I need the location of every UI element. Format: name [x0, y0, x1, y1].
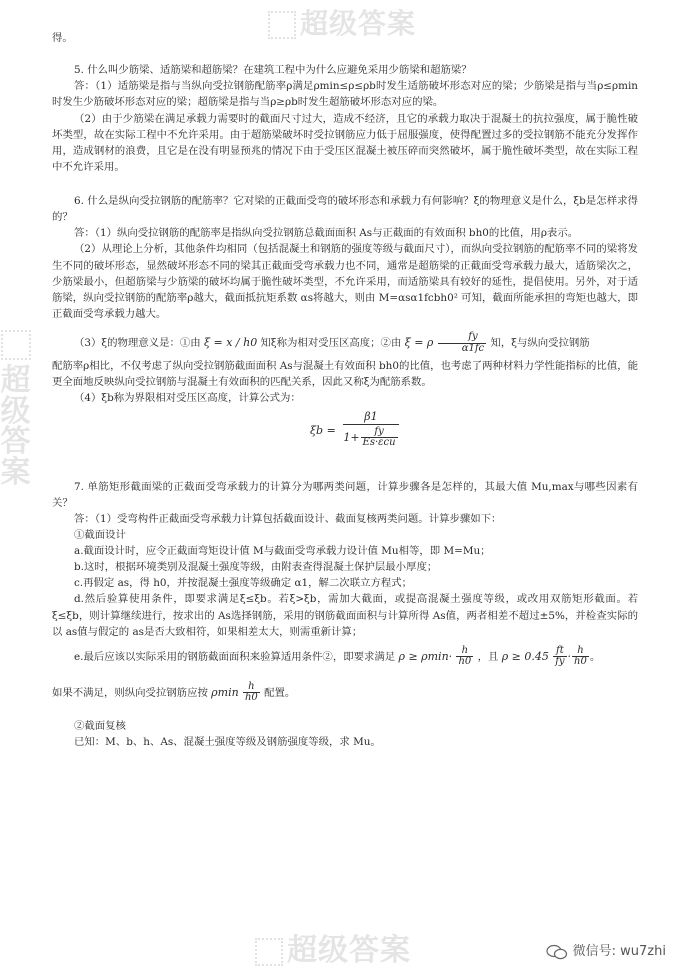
formula-xib: ξb = β1 1+ $\frac{fy}{\text{Es·εcu}}$	[310, 410, 399, 450]
text-fragment: 知，ξ与纵向受拉钢筋	[490, 337, 590, 349]
step-d: d.然后验算使用条件，即要求满足ξ≤ξb。若ξ>ξb，需加大截面，或提高混凝土强度等级，或改用双筋矩形截面。若ξ≤ξb，则计算继续进行，按求出的 As选择钢筋，采用的钢筋截面面积与计算所得 As值，两者相差不超过±5%，并检查实际的以 as值与假定的 as是否大致相符，如果相差太大，则需重新计算；	[52, 593, 638, 638]
text-fragment: 如果不满足，则纵向受拉钢筋应按	[52, 686, 208, 699]
text-fragment: 配置。	[264, 686, 296, 699]
text-line: 得。	[52, 32, 73, 44]
answer-6-part3-cont: 配筋率ρ相比，不仅考虑了纵向受拉钢筋截面面积 As与混凝土有效面积 bh0的比值，也考虑了两种材料力学性能指标的比值，能更全面地反映纵向受拉钢筋与混凝土有效面积的匹配关系，因此又称ξ为配筋系数。	[52, 360, 638, 389]
watermark-logo-icon	[255, 938, 283, 966]
formula-rho-min-2: ρmin	[211, 685, 239, 699]
watermark-left	[0, 330, 40, 488]
answer-6-part3	[52, 332, 638, 354]
watermark-bottom	[255, 928, 411, 975]
formula-rho-min: ρ ≥ ρmin·	[398, 649, 453, 663]
step-b: b.这时，根据环境类别及混凝土强度等级，由附表查得混凝土保护层最小厚度；	[74, 561, 438, 574]
step-e: e.最后应该以实际采用的钢筋截面面积来验算适用条件②，即要求满足 ρ ≥ ρmin· $\frac{h}{h0}$ ，且 ρ ≥ 0.45 $\frac{ft}{fy}$ · $\frac{h}{h0}$ 。	[74, 644, 601, 668]
wechat-icon	[546, 944, 568, 960]
watermark-text: 超级答案	[300, 7, 417, 40]
section-check: ②截面复核	[74, 719, 126, 732]
watermark-vertical-text: 超级答案	[0, 363, 32, 490]
answer-6-part4: （4）ξb称为界限相对受压区高度，计算公式为：	[74, 392, 301, 405]
text-fragment: 知ξ称为相对受压区高度；②由	[260, 337, 402, 349]
answer-5-part1: 答：（1）适筋梁是指与当纵向受拉钢筋配筋率ρ满足ρmin≤ρ≤ρb时发生适筋破坏形态对应的梁；少筋梁是指与当ρ≤ρmin时发生少筋破坏形态对应的梁；超筋梁是指与当ρ≥ρb时发生超筋破坏形态对应的梁。	[52, 80, 638, 109]
document-body	[52, 30, 638, 750]
answer-6-part2: （2）从理论上分析，其他条件均相同（包括混凝土和钢筋的强度等级与截面尺寸），而纵向受拉钢筋的配筋率不同的梁将发生不同的破坏形态，显然破坏形态不同的梁其正截面受弯承载力也不同，通常是超筋梁的正截面受弯承载力最大，适筋梁次之，少筋梁最小，但超筋梁与少筋梁的破坏均属于脆性破坏类型，不允许采用，而适筋梁具有较好的延性，提倡使用。另外，对于适筋梁，纵向受拉钢筋的配筋率ρ越大，截面抵抗矩系数 αs将越大，则由 M=αsα1fcbh0² 可知，截面所能承担的弯矩也越大，即正截面受弯承载力越大。	[52, 243, 638, 320]
watermark-logo-icon	[1, 330, 31, 360]
formula-rho-045: ρ ≥ 0.45	[501, 649, 549, 663]
section-design: ①截面设计	[74, 528, 126, 541]
text-fragment: ，且	[477, 650, 499, 663]
text-fragment: （3）ξ的物理意义是：①由	[74, 337, 201, 349]
wechat-id: 微信号: wu7zhi	[572, 944, 666, 959]
check-known: 已知：M、b、h、As、混凝土强度等级及钢筋强度等级，求 Mu。	[74, 735, 381, 748]
watermark-text: 超级答案	[287, 933, 411, 968]
formula-fraction: $\frac{fy}{\alpha 1fc}$	[438, 332, 486, 354]
step-f: 如果不满足，则纵向受拉钢筋应按 ρmin $\frac{h}{h0}$ 配置。	[52, 680, 296, 704]
step-a: a.截面设计时，应令正截面弯矩设计值 M与截面受弯承载力设计值 Mu相等，即 M=Mu；	[74, 545, 491, 558]
step-c: c.再假定 as，得 h0，并按混凝土强度等级确定 α1，解二次联立方程式；	[74, 577, 413, 590]
text-fragment: e.最后应该以实际采用的钢筋截面面积来验算适用条件②，即要求满足	[74, 650, 396, 663]
answer-7-intro: 答：（1）受弯构件正截面受弯承载力计算包括截面设计、截面复核两类问题。计算步骤如下：	[74, 512, 502, 525]
wechat-footer	[546, 942, 666, 962]
answer-5-part2: （2）由于少筋梁在满足承载力需要时的截面尺寸过大，造成不经济，且它的承载力取决于混凝土的抗拉强度，属于脆性破坏类型，故在实际工程中不允许采用。由于超筋梁破坏时受拉钢筋应力低于屈服强度，使得配置过多的受拉钢筋不能充分发挥作用，造成钢材的浪费，且它是在没有明显预兆的情况下由于受压区混凝土被压碎而突然破坏，属于脆性破坏类型，故在实际工程中不允许采用。	[52, 112, 638, 173]
formula-xi-rho: ξ = ρ	[404, 336, 434, 349]
formula-xi: ξ = x / h0	[203, 336, 258, 349]
question-6: 6. 什么是纵向受拉钢筋的配筋率？它对梁的正截面受弯的破坏形态和承载力有何影响？ξ的物理意义是什么，ξb是怎样求得的？	[52, 195, 638, 224]
answer-6-part1: 答：（1）纵向受拉钢筋的配筋率是指纵向受拉钢筋总截面面积 As与正截面的有效面积 bh0的比值，用ρ表示。	[74, 227, 579, 240]
question-7: 7. 单筋矩形截面梁的正截面受弯承载力的计算分为哪两类问题，计算步骤各是怎样的，其最大值 Mu,max与哪些因素有关？	[52, 480, 638, 509]
question-5: 5. 什么叫少筋梁、适筋梁和超筋梁？在建筑工程中为什么应避免采用少筋梁和超筋梁？	[74, 64, 472, 77]
